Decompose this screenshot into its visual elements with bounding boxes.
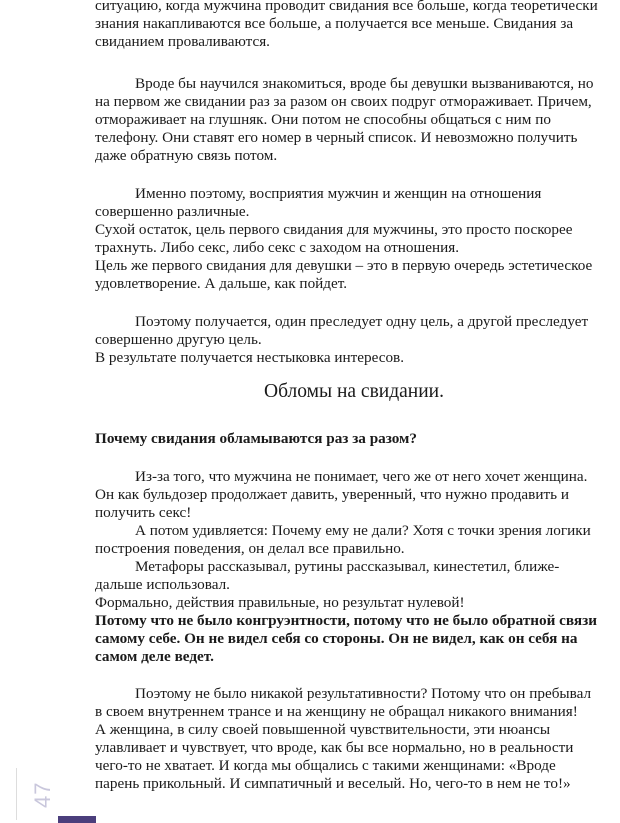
text-line: Сухой остаток, цель первого свидания для мужчины, это просто поскорее [95, 221, 573, 238]
text-line: знания накапливаются все больше, а получается все меньше. Свидания за [95, 15, 574, 32]
footer-accent-bar [58, 816, 96, 823]
bold-text-line: Потому что не было конгруэнтности, потому что не было обратной связи [95, 612, 597, 629]
text-line: улавливает и чувствует, что вроде, как бы все нормально, но в реальности [95, 739, 574, 756]
text-line: свиданием проваливаются. [95, 33, 270, 50]
text-line: Поэтому получается, один преследует одну цель, а другой преследует [135, 313, 589, 330]
text-line: Метафоры рассказывал, рутины рассказывал, кинестетил, ближе- [135, 558, 560, 575]
text-line: в своем внутреннем трансе и на женщину не обращал никакого внимания! [95, 703, 578, 720]
text-line: парень прикольный. И симпатичный и веселый. Но, чего-то в нем не то!» [95, 775, 571, 792]
text-line: чего-то не хватает. И когда мы общались с такими женщинами: «Вроде [95, 757, 556, 774]
bold-text-line: самому себе. Он не видел себя со стороны. Он не видел, как он себя на [95, 630, 578, 647]
text-line: Вроде бы научился знакомиться, вроде бы девушки вызваниваются, но [135, 75, 594, 92]
text-line: даже обратную связь потом. [95, 147, 278, 164]
text-line: на первом же свидании раз за разом он своих подруг отмораживает. Причем, [95, 93, 592, 110]
text-line: ситуацию, когда мужчина проводит свидания все больше, когда теоретически [95, 0, 598, 14]
margin-rule [16, 768, 17, 820]
text-line: совершенно различные. [95, 203, 250, 220]
text-line: А женщина, в силу своей повышенной чувствительности, эти нюансы [95, 721, 551, 738]
bold-question: Почему свидания обламываются раз за разом? [95, 430, 417, 447]
text-line: Именно поэтому, восприятия мужчин и женщин на отношения [135, 185, 542, 202]
text-line: удовлетворение. А дальше, как пойдет. [95, 275, 348, 292]
text-line: получить секс! [95, 504, 192, 521]
text-line: телефону. Они ставят его номер в черный список. И невозможно получить [95, 129, 578, 146]
text-line: А потом удивляется: Почему ему не дали? Хотя с точки зрения логики [135, 522, 591, 539]
page-number: 47 [30, 781, 55, 808]
text-line: Он как бульдозер продолжает давить, уверенный, что нужно продавить и [95, 486, 569, 503]
text-line: отмораживает на глушняк. Они потом не способны общаться с ним по [95, 111, 551, 128]
section-heading: Обломы на свидании. [264, 381, 444, 402]
text-line: дальше использовал. [95, 576, 230, 593]
text-line: Формально, действия правильные, но результат нулевой! [95, 594, 465, 611]
text-line: Цель же первого свидания для девушки – это в первую очередь эстетическое [95, 257, 593, 274]
text-line: совершенно другую цель. [95, 331, 262, 348]
bold-text-line: самом деле ведет. [95, 648, 214, 665]
text-line: построения поведения, он делал все правильно. [95, 540, 405, 557]
text-line: Поэтому не было никакой результативности? Потому что он пребывал [135, 685, 592, 702]
text-line: Из-за того, что мужчина не понимает, чего же от него хочет женщина. [135, 468, 588, 485]
text-line: трахнуть. Либо секс, либо секс с заходом на отношения. [95, 239, 459, 256]
text-line: В результате получается нестыковка интересов. [95, 349, 405, 366]
